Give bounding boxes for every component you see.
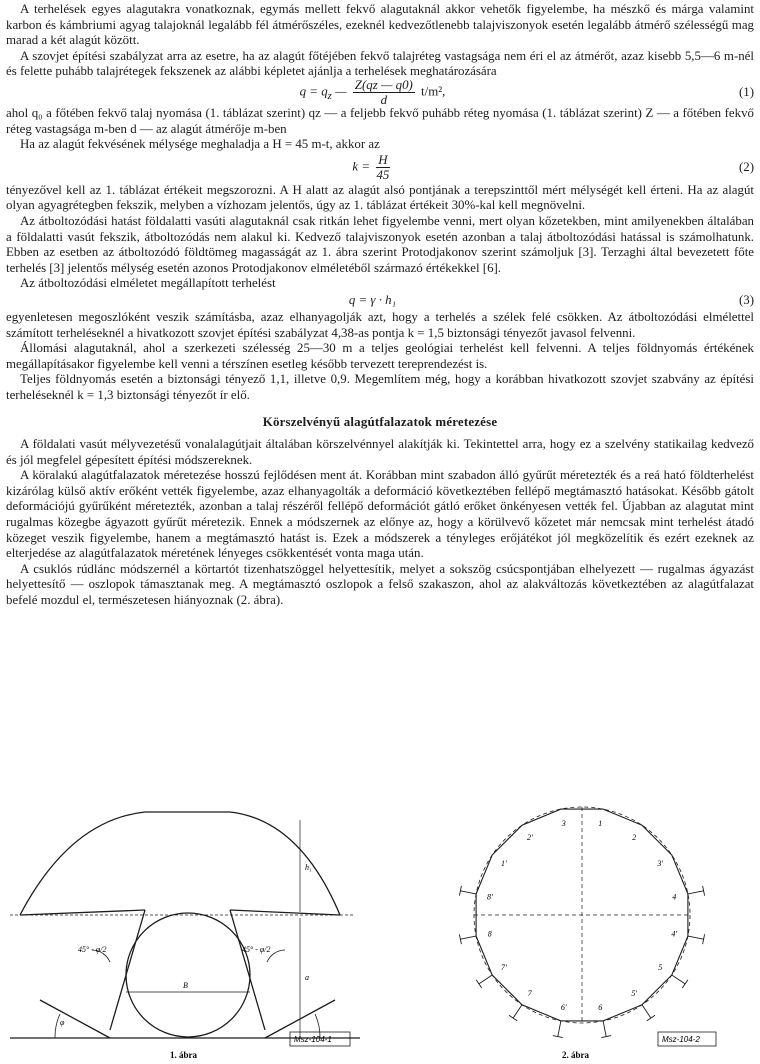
eq2-denominator: 45: [376, 168, 390, 183]
fig1-angle-right-label: 45° - φ/2: [242, 945, 271, 954]
fig1-circle: [126, 913, 250, 1037]
fig2-support-base: [647, 1015, 655, 1021]
equation-1: [6, 80, 754, 106]
eq2-number: (2): [738, 159, 754, 174]
fig1-caption: 1. ábra: [170, 1050, 197, 1060]
fig2-point-label: 8: [487, 929, 492, 939]
fig2-support-strut: [460, 891, 476, 894]
eq1-unit: t/m²,: [421, 84, 446, 99]
eq1-sub: z: [327, 90, 332, 103]
fig2-point-label: 7: [527, 989, 532, 999]
eq1-lhs: q = q: [299, 84, 328, 99]
page-body: [6, 2, 754, 609]
eq2-lhs: k =: [352, 159, 371, 174]
fig2-point-label: 1: [598, 818, 603, 828]
fig2-point-label: 5': [631, 989, 638, 999]
fig2-point-label: 7': [500, 963, 507, 973]
fig1-a-label: a: [305, 973, 309, 982]
eq3-number: (3): [738, 293, 754, 308]
figures-area: [0, 800, 760, 1064]
paragraph-4: Ha az alagút fekvésének mélysége meghaladja a H = 45 m-t, akkor az: [20, 137, 380, 152]
fig1-box-label: Msz-104-1: [294, 1035, 332, 1044]
paragraph-3: ahol q₀ a főtében fekvő talaj nyomása (1. táblázat szerint) qz — a feljebb fekvő puhább réteg nyomása (1. táblázat szerint) Z — a főtében fekvő réteg vastagsága m-ben d — az alagút átmérője m-ben: [6, 105, 754, 136]
fig1-arch: [20, 812, 340, 915]
eq2-fraction: [376, 153, 389, 182]
eq3-body: q = γ · h₁: [348, 293, 397, 308]
fig2-support-strut: [479, 975, 492, 984]
fig2-support-strut: [688, 936, 704, 939]
fig2-support-strut: [603, 1021, 606, 1037]
paragraph-10: Teljes földnyomás esetén a biztonsági tényező 1,1, illetve 0,9. Megemlítem még, hogy a korábban hivatkozott szovjet szabvány az építési terheléseknél k = 1,3 biztonsági tényezőt ír elő.: [6, 372, 754, 402]
fig1-b-label: B: [183, 981, 188, 990]
fig2-point-label: 4: [672, 892, 677, 902]
fig2-box-label: Msz-104-2: [662, 1035, 700, 1044]
eq1-numerator: Z(qz — q0): [354, 78, 413, 93]
fig2-caption: 2. ábra: [562, 1050, 589, 1060]
paragraph-11: A földalati vasút mélyvezetésű vonalalagútjait általában körszelvénnyel alakítják ki. Tekintettel arra, hogy ez a szelvény statikailag kedvező és jól megfelel gépesített építési módszereknek.: [6, 437, 754, 467]
fig1-angle-left-label: 45° - φ/2: [78, 945, 107, 954]
paragraph-6: Az átboltozódási hatást földalatti vasúti alagutaknál csak ritkán lehet figyelembe venni, mert olyan kőzetekben, mint amilyenekben általában a földalatti vasút fekszik, átboltozódás nem alakul ki. Kedvező talajviszonyok esetén azonban a talaj átboltozódási hatással is számolhatunk. Ebben az esetben az átboltozódó földtömeg magasságát az 1. ábra szerint Protodjakonov szerint számoljuk [3]. Terzaghi által bevezetett főte terhelés [3] jelentős mélység esetén azonos Protodjakonov elméletéből származó értékekkel [6].: [6, 213, 754, 275]
fig1-phi-label: φ: [60, 1018, 65, 1027]
fig2-point-label: 5: [658, 963, 663, 973]
fig2-point-label: 6: [598, 1003, 603, 1013]
equation-2: [6, 153, 754, 183]
eq1-fraction: [353, 78, 415, 107]
eq1-denominator: d: [380, 93, 388, 108]
eq1-number: (1): [738, 85, 754, 100]
paragraph-13: A csuklós rúdlánc módszernél a körtartót tizenhatszöggel helyettesítik, melyet a sokszög csúcspontjában elhelyezett — rugalmas ágyazást helyettesítő — oszlopok támasztanak meg. A megtámasztó oszlopok a felső szakaszon, ahol az alakváltozás következtében az alagútfalazat befelé mozdul el, természetesen hiányoznak (2. ábra).: [6, 561, 754, 607]
equation-3: [6, 292, 754, 310]
fig2-point-label: 6': [560, 1003, 567, 1013]
fig2-point-label: 1': [500, 858, 507, 868]
eq1-minus: —: [335, 84, 347, 99]
paragraph-12: A köralakú alagútfalazatok méretezése hosszú fejlődésen ment át. Korábban mint szabadon álló gyűrűt méretezték és a reá ható földterhelést kizárólag külső aktív erőként vették figyelembe, azaz elhanyagolták a deformáció következtében fellépő megtámasztó hatásokat. Később gátolt deformációjú gyűrűként méretezték, azonban a talaj részéről fellépő deformációt gátló erőket önkényesen vették fel. Újabban az alagutat mint rugalmas közegbe ágyazott gyűrűt méretezik. Ennek a módszernek az előnye az, hogy a körülvevő kőzetet már nemcsak mint terhelést átadó közeget veszik figyelembe, hanem a megtámasztó hatást is. Ezek a módszerek a tényleges erőjátékot jól megközelítik és ezért ezeknek az elterjedése az alagútfalazatok méretének lényeges csökkentését vonta maga után.: [6, 468, 754, 561]
fig2-point-label: 2': [526, 832, 533, 842]
fig2-support-strut: [672, 975, 685, 984]
paragraph-5: tényezővel kell az 1. táblázat értékeit megszorozni. A H alatt az alagút alsó pontjának a terepszinttől mért mélységét kell érteni. Ha az alagút olyan agyagrétegben fekszik, melyben a vízhozam jelentős, úgy az 1. táblázat értékeit 30%-kal kell megnövelni.: [6, 182, 754, 213]
fig2-support-strut: [513, 1005, 522, 1018]
fig2-support-base: [476, 980, 482, 988]
section-title: Körszelvényű alagútfalazatok méretezése: [262, 415, 498, 430]
paragraph-7: Az átboltozódási elméletet megállapított terhelést: [20, 276, 276, 291]
eq2-numerator: H: [378, 153, 388, 168]
paragraph-1: A terhelések egyes alagutakra vonatkoznak, egymás mellett fekvő alagutaknál akkor vehetők figyelembe, ha mészkő és márga valamint karbon és kámbriumi agyag talajoknál legalább fél átmérőszéles, ezeknél kedvezőtlenebb talajviszonyok esetén legalább átmérő szélességű mag marad a két alagút között.: [6, 2, 754, 48]
figure-1: [0, 800, 370, 1064]
figure-2: [440, 800, 740, 1064]
paragraph-2: A szovjet építési szabályzat arra az esetre, ha az alagút főtéjében fekvő talajréteg vastagsága nem éri el az átmérőt, azaz kisebb 5,5—6 m-nél és felette puhább talajrétegek fekszenek az alábbi képletet ajánlja a terhelések meghatározására: [6, 48, 754, 79]
fig2-point-label: 8': [486, 892, 493, 902]
fig2-support-strut: [642, 1005, 651, 1018]
fig2-point-label: 3: [561, 818, 566, 828]
paragraph-9: Állomási alagutaknál, ahol a szerkezeti szélesség 25—30 m a teljes geológiai terhelést kell felvenni. A teljes földnyomás értékének megállapításakor figyelembe kell venni a térszínen esetleg később tervezett tereprendezést is.: [6, 341, 754, 371]
fig2-support-base: [509, 1015, 517, 1021]
fig2-support-base: [682, 980, 688, 988]
fig2-point-label: 4': [671, 929, 678, 939]
fig2-point-label: 3': [657, 858, 664, 868]
fig2-support-strut: [558, 1021, 561, 1037]
fig2-point-label: 2: [632, 832, 637, 842]
fig2-support-strut: [460, 936, 476, 939]
paragraph-8: egyenletesen megoszlóként veszik számításba, azaz elhanyagolják azt, hogy a terhelés a szélek felé csökken. Az átboltozódási elmélettel számított terheléseknél a hivatkozott szovjet építési szabályzat 4,38-as pontja k = 1,5 biztonsági tényezőt javasol felvenni.: [6, 309, 754, 340]
fig1-h1-label: h₁: [305, 863, 312, 872]
fig2-support-strut: [688, 891, 704, 894]
